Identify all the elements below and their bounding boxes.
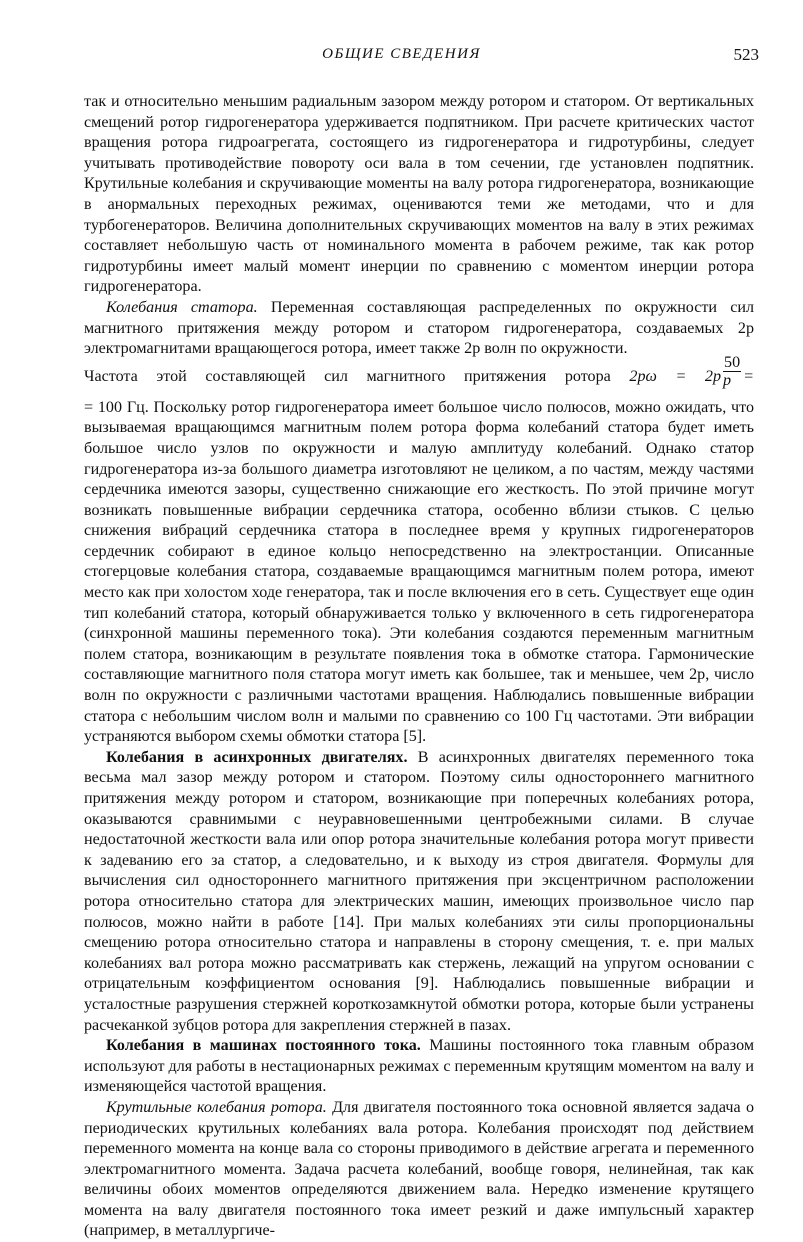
formula-equals: = bbox=[743, 367, 754, 385]
fraction-denominator: p bbox=[723, 371, 732, 389]
fraction-numerator: 50 bbox=[724, 353, 741, 371]
section-lead-torsional: Крутильные колебания ротора. bbox=[106, 1098, 327, 1116]
section-lead-dc: Колебания в машинах постоянного тока. bbox=[106, 1037, 421, 1055]
section-lead-stator: Колебания статора. bbox=[106, 298, 258, 316]
body-text bbox=[84, 92, 754, 1242]
paragraph-stator-continued: = 100 Гц. Поскольку ротор гидрогенератора имеет большое число полюсов, можно ожидать, что вызываемая вращающимся магнитным полем ротора форма колебаний статора будет иметь большое число узлов по окружности и малую амплитуду колебаний. Однако статор гидрогенератора из-за большого диаметра изготовляют не целиком, а по частям, между частями сердечника имеются зазоры, существенно снижающие его жесткость. По этой причине могут возникать повышенные вибрации сердечника статора, особенно вблизи стыков. С целью снижения вибраций сердечника статора в последнее время у крупных гидрогенераторов сердечник собирают в единое кольцо непосредственно на электростанции. Описанные стогерцовые колебания статора, создаваемые вращающимся магнитным полем ротора, имеют место как при холостом ходе генератора, так и после включения его в сеть. Существует еще один тип колебаний статора, который обнаруживается только у включенного в сеть гидрогенератора (синхронной машины переменного тока). Эти колебания создаются переменным магнитным полем статора, возникающим в результате появления тока в обмотке статора. Гармонические составляющие магнитного поля статора могут иметь как большее, так и меньшее, чем 2p, число волн по окружности с различными частотами вращения. Наблюдались повышенные вибрации статора с небольшим числом волн и малыми по сравнению со 100 Гц частотами. Эти вибрации устраняются выбором схемы обмотки статора [5]. bbox=[84, 398, 754, 746]
formula-intro-text: Частота этой составляющей сил магнитного притяжения ротора bbox=[84, 367, 611, 385]
paragraph-stator-vibrations bbox=[84, 298, 754, 360]
formula-fraction bbox=[723, 354, 741, 389]
paragraph-continuation: так и относительно меньшим радиальным зазором между ротором и статором. От вертикальных смещений ротор гидрогенератора удерживается подпятником. При расчете критических частот вращения ротора гидроагрегата, состоящего из гидрогенератора и гидротурбины, следует учитывать противодействие повороту оси вала в том сечении, где установлен подпятник. Крутильные колебания и скручивающие моменты на валу ротора гидрогенератора, возникающие в анормальных переходных режимах, оцениваются теми же методами, что и для турбогенераторов. Величина дополнительных скручивающих моментов на валу в этих режимах составляет небольшую часть от номинального момента в рабочем режиме, так как ротор гидротурбины имеет малый момент инерции по сравнению с моментом инерции ротора гидрогенератора. bbox=[84, 93, 754, 296]
running-title: ОБЩИЕ СВЕДЕНИЯ bbox=[322, 46, 481, 62]
paragraph-text: Переменная составляющая распределенных по окружности сил магнитного притяжения между ротором и статором гидрогенератора, создаваемых 2p электромагнитами вращающегося ротора, имеет также 2p волн по окружности. bbox=[84, 298, 754, 358]
page-number: 523 bbox=[733, 45, 759, 64]
paragraph-torsional bbox=[84, 1098, 754, 1242]
paragraph-text: Машины постоянного тока главным образом используют для работы в нестационарных режимах с переменным крутящим моментом на валу и изменяющейся частотой вращения. bbox=[84, 1037, 754, 1096]
paragraph-text: В асинхронных двигателях переменного тока весьма мал зазор между ротором и статором. Поэтому силы одностороннего магнитного притяжения между ротором и статором, возникающие при поперечных колебаниях ротора, оказываются сравнимыми с неуравновешенными центробежными силами. В случае недостаточной жесткости вала или опор ротора значительные колебания ротора могут привести к задеванию его за статор, а следовательно, и к выходу из строя двигателя. Формулы для вычисления сил одностороннего магнитного притяжения при эксцентричном расположении ротора относительно статора для электрических машин, имеющих произвольное число пар полюсов, можно найти в работе [14]. При малых колебаниях эти силы пропорциональны смещению ротора относительно статора и направлены в сторону смещения, т. е. при малых колебаниях вал ротора можно рассматривать как стержень, лежащий на упругом основании с отрицательным коэффициентом основания [9]. Наблюдались повышенные вибрации и усталостные разрушения стержней короткозамкнутой обмотки ротора, которые были устранены расчеканкой зубцов ротора для закрепления стержней в пазах. bbox=[84, 748, 754, 1034]
running-header bbox=[0, 46, 803, 68]
formula-line bbox=[84, 353, 754, 398]
section-lead-async: Колебания в асинхронных двигателях. bbox=[106, 748, 408, 766]
paragraph-text: Для двигателя постоянного тока основной является задача о периодических крутильных колебаниях вала ротора. Колебания происходят под действием переменного момента на конце вала со стороны приводимого в действие агрегата и переменного электромагнитного момента. Задача расчета колебаний, вообще говоря, нелинейная, так как величины обоих моментов определяются движением вала. Нередко изменение крутящего момента на валу двигателя постоянного тока имеет резкий и даже импульсный характер (например, в металлургиче- bbox=[84, 1098, 754, 1240]
paragraph-dc-machines bbox=[84, 1036, 754, 1098]
formula bbox=[629, 353, 754, 389]
formula-lhs: 2pω = 2p bbox=[629, 367, 722, 385]
paragraph-async-motors bbox=[84, 748, 754, 1036]
